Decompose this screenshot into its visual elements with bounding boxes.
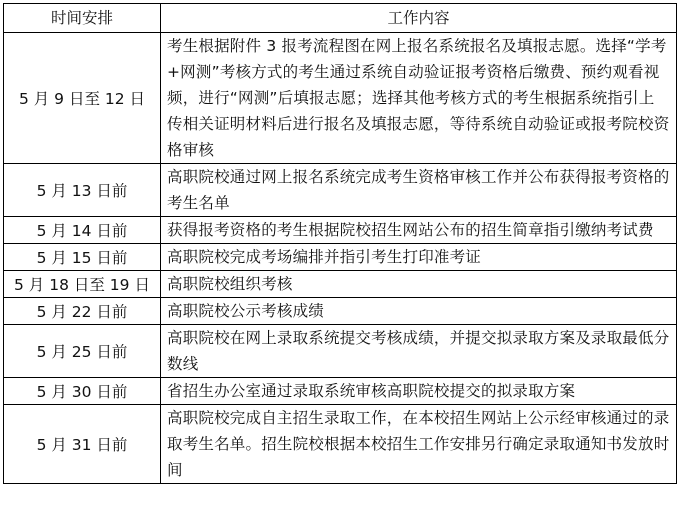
time-cell: 5 月 22 日前 bbox=[4, 298, 161, 325]
table-header-row bbox=[4, 4, 677, 33]
table-row bbox=[4, 405, 677, 484]
table-row bbox=[4, 33, 677, 164]
header-time: 时间安排 bbox=[4, 4, 161, 33]
time-cell: 5 月 25 日前 bbox=[4, 325, 161, 378]
content-cell: 高职院校完成自主招生录取工作，在本校招生网站上公示经审核通过的录取考生名单。招生院校根据本校招生工作安排另行确定录取通知书发放时间 bbox=[161, 405, 677, 484]
table-row bbox=[4, 325, 677, 378]
content-cell: 高职院校公示考核成绩 bbox=[161, 298, 677, 325]
time-cell: 5 月 15 日前 bbox=[4, 244, 161, 271]
table-row bbox=[4, 244, 677, 271]
table-row bbox=[4, 217, 677, 244]
table-row bbox=[4, 164, 677, 217]
content-cell: 高职院校完成考场编排并指引考生打印准考证 bbox=[161, 244, 677, 271]
table-row bbox=[4, 271, 677, 298]
content-cell: 考生根据附件 3 报考流程图在网上报名系统报名及填报志愿。选择“学考+网测”考核方式的考生通过系统自动验证报考资格后缴费、预约观看视频，进行“网测”后填报志愿；选择其他考核方式的考生根据系统指引上传相关证明材料后进行报名及填报志愿，等待系统自动验证或报考院校资格审核 bbox=[161, 33, 677, 164]
content-cell: 省招生办公室通过录取系统审核高职院校提交的拟录取方案 bbox=[161, 378, 677, 405]
content-cell: 获得报考资格的考生根据院校招生网站公布的招生简章指引缴纳考试费 bbox=[161, 217, 677, 244]
content-cell: 高职院校在网上录取系统提交考核成绩，并提交拟录取方案及录取最低分数线 bbox=[161, 325, 677, 378]
time-cell: 5 月 9 日至 12 日 bbox=[4, 33, 161, 164]
time-cell: 5 月 13 日前 bbox=[4, 164, 161, 217]
time-cell: 5 月 31 日前 bbox=[4, 405, 161, 484]
table-row bbox=[4, 378, 677, 405]
content-cell: 高职院校通过网上报名系统完成考生资格审核工作并公布获得报考资格的考生名单 bbox=[161, 164, 677, 217]
time-cell: 5 月 14 日前 bbox=[4, 217, 161, 244]
table-row bbox=[4, 298, 677, 325]
schedule-table bbox=[3, 3, 677, 484]
header-content: 工作内容 bbox=[161, 4, 677, 33]
time-cell: 5 月 18 日至 19 日 bbox=[4, 271, 161, 298]
content-cell: 高职院校组织考核 bbox=[161, 271, 677, 298]
time-cell: 5 月 30 日前 bbox=[4, 378, 161, 405]
